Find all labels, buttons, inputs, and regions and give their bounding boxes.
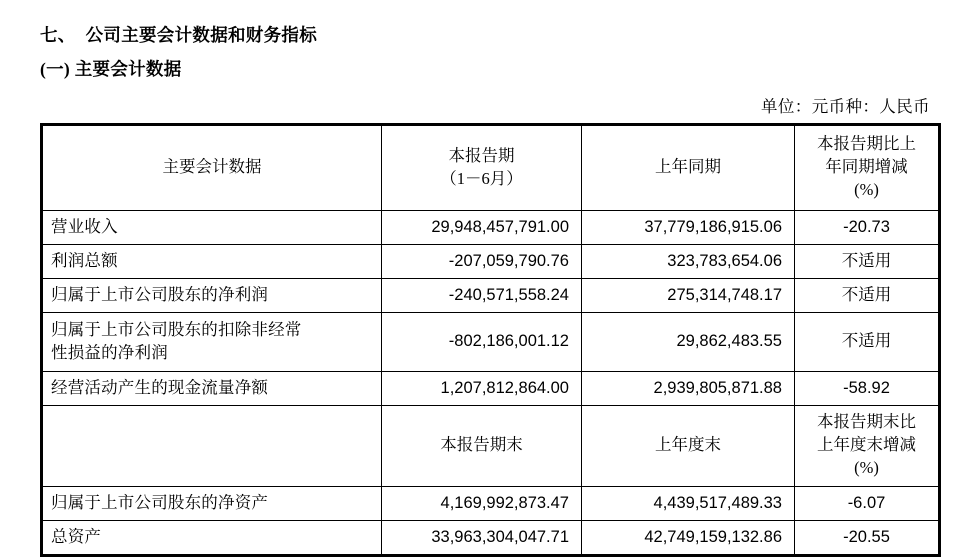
row-label	[42, 312, 382, 371]
table-row	[42, 486, 940, 520]
row-value-previous: 29,862,483.55	[582, 312, 795, 371]
row-label: 总资产	[42, 520, 382, 555]
row-value-previous: 323,783,654.06	[582, 244, 795, 278]
subheader-change-line2: 上年度末增减	[817, 435, 916, 455]
section-number: 七、	[40, 25, 76, 45]
table-row	[42, 278, 940, 312]
header-cell-previous-period: 上年同期	[582, 124, 795, 210]
subheader-change-line3: (%)	[854, 457, 879, 477]
header-current-period-line1: 本报告期	[448, 145, 515, 165]
row-value-change: -6.07	[795, 486, 940, 520]
row-label-line1: 归属于上市公司股东的扣除非经常	[51, 319, 302, 339]
subheader-change-line1: 本报告期末比	[817, 412, 916, 432]
row-value-previous: 4,439,517,489.33	[582, 486, 795, 520]
row-value-current: -240,571,558.24	[382, 278, 582, 312]
subsection-heading: (一) 主要会计数据	[40, 59, 182, 80]
section-heading	[40, 22, 936, 48]
row-value-current: -207,059,790.76	[382, 244, 582, 278]
table-row	[42, 312, 940, 371]
subheader-cell-period-end: 本报告期末	[382, 405, 582, 486]
header-cell-current-period	[382, 124, 582, 210]
section-title: 公司主要会计数据和财务指标	[85, 25, 318, 45]
row-value-previous: 42,749,159,132.86	[582, 520, 795, 555]
row-value-previous: 2,939,805,871.88	[582, 371, 795, 405]
header-change-line3: (%)	[854, 179, 879, 199]
row-value-change: -20.55	[795, 520, 940, 555]
row-label: 归属于上市公司股东的净资产	[42, 486, 382, 520]
subheader-cell-prior-year-end: 上年度末	[582, 405, 795, 486]
header-current-period-line2: （1－6月）	[440, 168, 523, 188]
row-value-current: 33,963,304,047.71	[382, 520, 582, 555]
row-value-previous: 37,779,186,915.06	[582, 210, 795, 244]
table-row	[42, 371, 940, 405]
header-cell-change	[795, 124, 940, 210]
table-row	[42, 210, 940, 244]
table-row	[42, 520, 940, 555]
row-value-current: 29,948,457,791.00	[382, 210, 582, 244]
row-value-change: 不适用	[795, 312, 940, 371]
unit-note: 单位：元币种：人民币	[761, 96, 930, 116]
row-value-change: -20.73	[795, 210, 940, 244]
row-label: 归属于上市公司股东的净利润	[42, 278, 382, 312]
row-value-current: 4,169,992,873.47	[382, 486, 582, 520]
subheader-cell-change	[795, 405, 940, 486]
header-change-line2: 年同期增减	[825, 157, 908, 177]
row-label: 经营活动产生的现金流量净额	[42, 371, 382, 405]
table-row	[42, 244, 940, 278]
row-label: 营业收入	[42, 210, 382, 244]
table-header-row	[42, 124, 940, 210]
financial-data-table	[40, 123, 941, 557]
row-label-line2: 性损益的净利润	[51, 342, 168, 362]
row-value-change: 不适用	[795, 244, 940, 278]
row-value-change: -58.92	[795, 371, 940, 405]
row-value-change: 不适用	[795, 278, 940, 312]
row-value-current: 1,207,812,864.00	[382, 371, 582, 405]
row-value-current: -802,186,001.12	[382, 312, 582, 371]
header-cell-metric: 主要会计数据	[42, 124, 382, 210]
subheader-cell-blank	[42, 405, 382, 486]
row-value-previous: 275,314,748.17	[582, 278, 795, 312]
header-change-line1: 本报告期比上	[817, 134, 916, 154]
row-label: 利润总额	[42, 244, 382, 278]
table-subheader-row	[42, 405, 940, 486]
